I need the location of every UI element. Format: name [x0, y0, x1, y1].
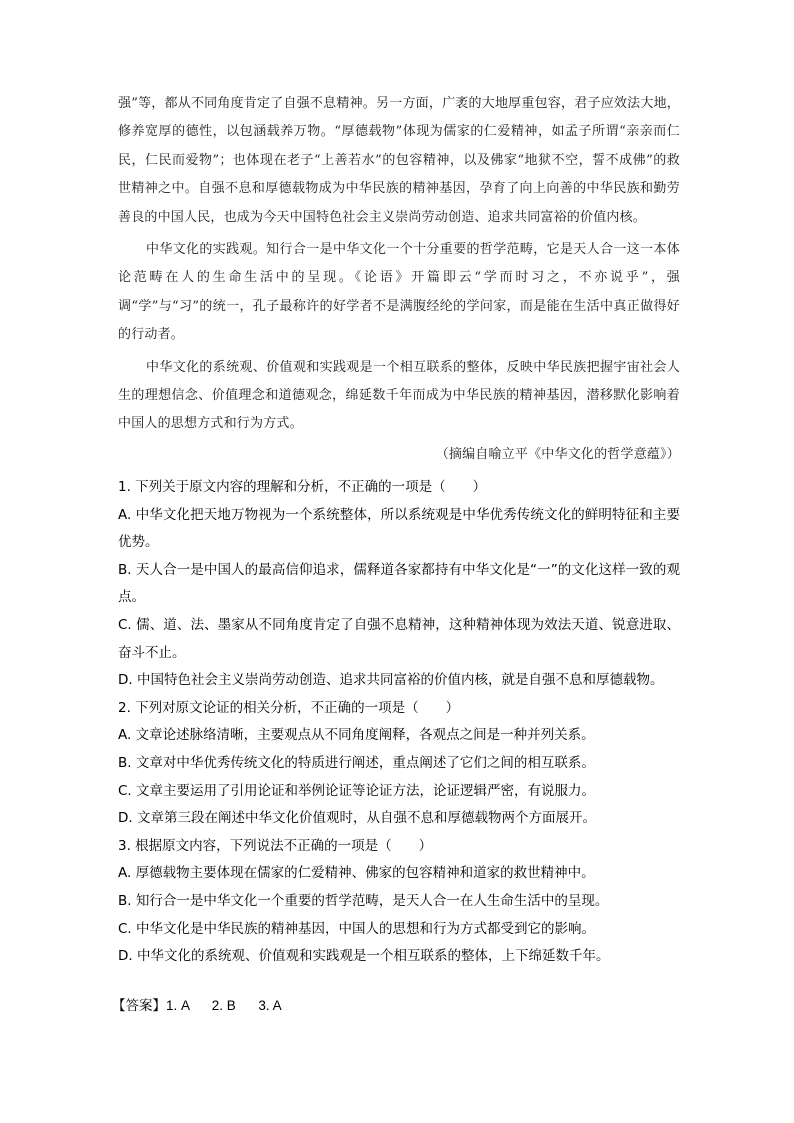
question-stem: 3. 根据原文内容，下列说法不正确的一项是（ ）	[118, 837, 433, 854]
option-d: D. 中华文化的系统观、价值观和实践观是一个相互联系的整体，上下绵延数千年。	[118, 948, 610, 965]
option-a: A. 文章论述脉络清晰，主要观点从不同角度阐释，各观点之间是一种并列关系。	[118, 727, 595, 744]
answer-item-3: 3. A	[258, 998, 282, 1013]
passage-source: （摘编自喻立平《中华文化的哲学意蕴》）	[435, 446, 680, 462]
question-stem: 2. 下列对原文论证的相关分析，不正确的一项是（ ）	[118, 699, 460, 716]
option-d: D. 中国特色社会主义崇尚劳动创造、追求共同富裕的价值内核，就是自强不息和厚德载物。	[118, 672, 664, 689]
passage-paragraph-2: 中华文化的实践观。知行合一是中华文化一个十分重要的哲学范畴，它是天人合一这一本体论范畴在人的生命生活中的呈现。《论语》开篇即云“学而时习之，不亦说乎”，强调“学”与“习”的统一，孔子最称许的好学者不是满腹经纶的学问家，而是能在生活中真正做得好的行动者。	[118, 242, 680, 343]
question-2	[118, 695, 680, 833]
option-b: B. 天人合一是中国人的最高信仰追求，儒释道各家都持有中华文化是“一”的文化这样一致的观点。	[118, 561, 680, 606]
option-a: A. 厚德载物主要体现在儒家的仁爱精神、佛家的包容精神和道家的救世精神中。	[118, 865, 595, 882]
question-1	[118, 474, 680, 695]
question-stem: 1. 下列关于原文内容的理解和分析，不正确的一项是（ ）	[118, 479, 487, 495]
option-c: C. 文章主要运用了引用论证和举例论证等论证方法，论证逻辑严密，有说服力。	[118, 782, 596, 799]
option-c: C. 儒、道、法、墨家从不同角度肯定了自强不息精神，这种精神体现为效法天道、锐意进取、奋斗不止。	[118, 616, 680, 661]
passage	[118, 90, 680, 469]
passage-paragraph-1: 强”等，都从不同角度肯定了自强不息精神。另一方面，广袤的大地厚重包容，君子应效法大地，修养宽厚的德性，以包涵载养万物。“厚德载物”体现为儒家的仁爱精神，如孟子所谓“亲亲而仁民，仁民而爱物”；也体现在老子“上善若水”的包容精神，以及佛家“地狱不空，誓不成佛”的救世精神之中。自强不息和厚德载物成为中华民族的精神基因，孕育了向上向善的中华民族和勤劳善良的中国人民，也成为今天中国特色社会主义崇尚劳动创造、追求共同富裕的价值内核。	[118, 96, 680, 225]
passage-paragraph-3: 中华文化的系统观、价值观和实践观是一个相互联系的整体，反映中华民族把握宇宙社会人生的理想信念、价值理念和道德观念，绵延数千年而成为中华民族的精神基因，潜移默化影响着中国人的思想方式和行为方式。	[118, 359, 680, 432]
answer-item-1: 1. A	[166, 998, 190, 1013]
option-c: C. 中华文化是中华民族的精神基因，中国人的思想和行为方式都受到它的影响。	[118, 920, 596, 937]
option-d: D. 文章第三段在阐述中华文化价值观时，从自强不息和厚德载物两个方面展开。	[118, 810, 596, 827]
answer-tag: 【答案】	[112, 998, 166, 1013]
answer-line	[112, 994, 282, 1014]
question-3	[118, 833, 680, 971]
question-list	[118, 474, 680, 971]
option-b: B. 知行合一是中华文化一个重要的哲学范畴，是天人合一在人生命生活中的呈现。	[118, 892, 609, 909]
option-b: B. 文章对中华优秀传统文化的特质进行阐述，重点阐述了它们之间的相互联系。	[118, 754, 595, 771]
option-a: A. 中华文化把天地万物视为一个系统整体，所以系统观是中华优秀传统文化的鲜明特征和主要优势。	[118, 506, 680, 551]
answer-item-2: 2. B	[211, 998, 236, 1013]
